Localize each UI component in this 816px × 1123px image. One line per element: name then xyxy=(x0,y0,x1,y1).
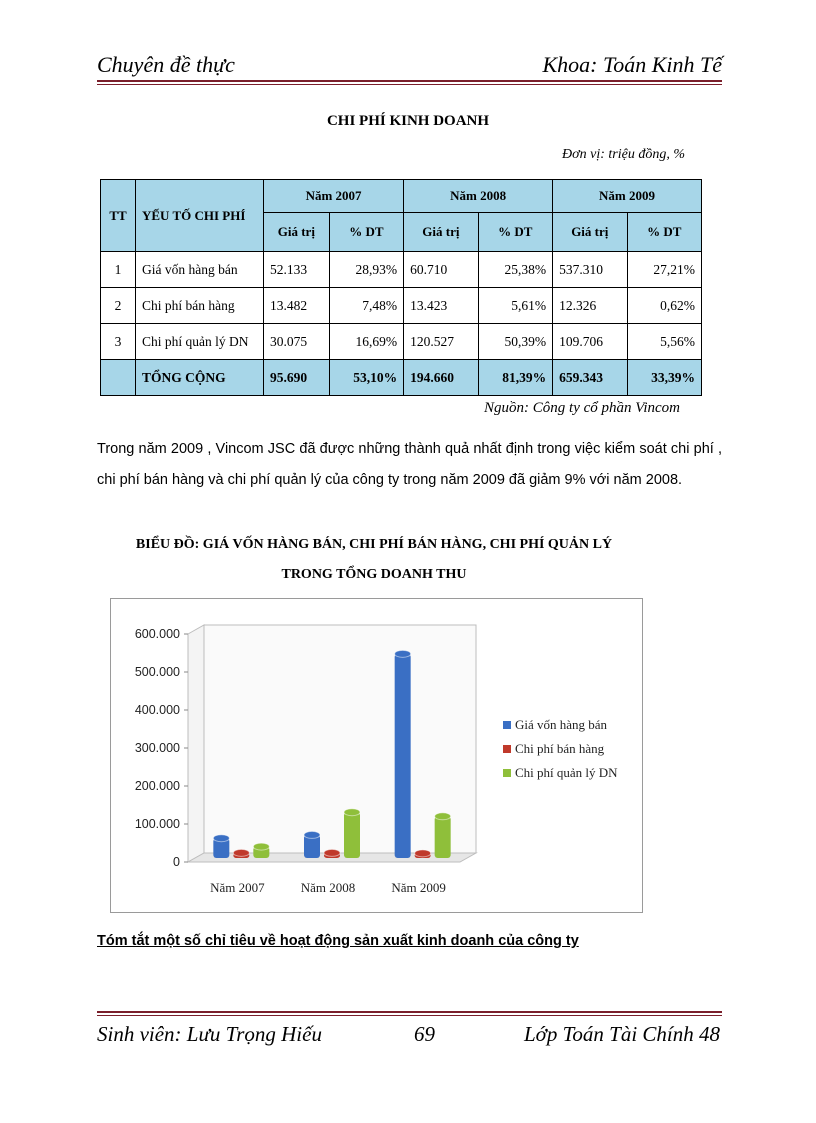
cost-chart xyxy=(110,598,643,913)
summary-heading: Tóm tắt một số chỉ tiêu về hoạt động sản xuất kinh doanh của công ty xyxy=(97,933,579,949)
page-header xyxy=(97,52,722,80)
sub-value-header: Giá trị xyxy=(404,213,478,252)
legend-label: Chi phí quản lý DN xyxy=(515,765,618,780)
body-paragraph: Trong năm 2009 , Vincom JSC đã được những thành quả nhất định trong việc kiểm soát chi phí , chi phí bán hàng và chi phí quản lý của công ty trong năm 2009 đã giảm 9% với năm 2008. xyxy=(97,441,722,488)
footer-student: Sinh viên: Lưu Trọng Hiếu xyxy=(97,1022,322,1046)
cell-value: 12.326 xyxy=(553,288,627,324)
cell-value: 537.310 xyxy=(553,252,627,288)
legend-swatch xyxy=(503,769,511,777)
table-row xyxy=(101,288,702,324)
cell-value: 109.706 xyxy=(553,324,627,360)
chart-bar xyxy=(344,812,360,858)
cell-value: 120.527 xyxy=(404,324,478,360)
cell-pct: 0,62% xyxy=(627,288,701,324)
cell-value: 13.423 xyxy=(404,288,478,324)
chart-bar-cap xyxy=(435,813,451,820)
sub-pct-header: % DT xyxy=(627,213,701,252)
x-category-label: Năm 2007 xyxy=(210,880,265,895)
cell-value: 13.482 xyxy=(264,288,330,324)
row-name: Chi phí bán hàng xyxy=(136,288,264,324)
chart-heading-line2: TRONG TỔNG DOANH THU xyxy=(281,567,467,582)
chart-bar-cap xyxy=(344,809,360,816)
cell-pct: 27,21% xyxy=(627,252,701,288)
year-header: Năm 2009 xyxy=(553,180,702,213)
cell-pct: 50,39% xyxy=(478,324,552,360)
y-tick-label: 100.000 xyxy=(134,817,180,831)
sub-value-header: Giá trị xyxy=(553,213,627,252)
sub-pct-header: % DT xyxy=(329,213,403,252)
header-right-text: Khoa: Toán Kinh Tế xyxy=(542,52,722,77)
chart-bar xyxy=(435,816,451,858)
cell-value: 30.075 xyxy=(264,324,330,360)
cell-pct: 28,93% xyxy=(329,252,403,288)
total-name: TỔNG CỘNG xyxy=(136,360,264,396)
total-value: 95.690 xyxy=(264,360,330,396)
cost-table xyxy=(100,179,702,396)
y-tick-label: 300.000 xyxy=(134,741,180,755)
row-tt: 1 xyxy=(101,252,136,288)
x-category-label: Năm 2009 xyxy=(391,880,446,895)
table-title: CHI PHÍ KINH DOANH xyxy=(326,113,490,129)
row-tt: 3 xyxy=(101,324,136,360)
total-pct: 53,10% xyxy=(329,360,403,396)
table-row xyxy=(101,252,702,288)
year-header: Năm 2007 xyxy=(264,180,404,213)
chart-bar-cap xyxy=(415,850,431,857)
col-tt-header: TT xyxy=(101,180,136,252)
chart-bar-cap xyxy=(253,843,269,850)
legend-swatch xyxy=(503,745,511,753)
cell-pct: 16,69% xyxy=(329,324,403,360)
chart-bar-cap xyxy=(324,849,340,856)
table-source: Nguồn: Công ty cổ phần Vincom xyxy=(484,400,680,416)
cell-pct: 7,48% xyxy=(329,288,403,324)
cell-value: 60.710 xyxy=(404,252,478,288)
y-tick-label: 600.000 xyxy=(134,627,180,641)
y-tick-label: 0 xyxy=(173,855,180,869)
legend-swatch xyxy=(503,721,511,729)
row-name: Giá vốn hàng bán xyxy=(136,252,264,288)
row-tt: 2 xyxy=(101,288,136,324)
footer-class: Lớp Toán Tài Chính 48 xyxy=(524,1022,720,1046)
total-value: 659.343 xyxy=(553,360,627,396)
chart-heading-line1: BIỂU ĐỒ: GIÁ VỐN HÀNG BÁN, CHI PHÍ BÁN HÀNG, CHI PHÍ QUẢN LÝ xyxy=(135,537,613,552)
legend-label: Chi phí bán hàng xyxy=(515,741,605,756)
col-factor-header: YẾU TỐ CHI PHÍ xyxy=(136,180,264,252)
table-total-row xyxy=(101,360,702,396)
sub-pct-header: % DT xyxy=(478,213,552,252)
header-rule-thin xyxy=(97,84,722,85)
chart-bar xyxy=(395,654,411,858)
cell-pct: 5,61% xyxy=(478,288,552,324)
row-name: Chi phí quản lý DN xyxy=(136,324,264,360)
total-value: 194.660 xyxy=(404,360,478,396)
page-number: 69 xyxy=(414,1022,435,1046)
cell-pct: 5,56% xyxy=(627,324,701,360)
table-unit: Đơn vị: triệu đồng, % xyxy=(562,147,685,162)
x-category-label: Năm 2008 xyxy=(300,880,356,895)
chart-bar-cap xyxy=(213,835,229,842)
chart-svg xyxy=(111,599,642,912)
header-left-text: Chuyên đề thực xyxy=(97,52,235,77)
sub-value-header: Giá trị xyxy=(264,213,330,252)
total-pct: 33,39% xyxy=(627,360,701,396)
year-header: Năm 2008 xyxy=(404,180,553,213)
y-tick-label: 400.000 xyxy=(134,703,180,717)
chart-bar-cap xyxy=(304,831,320,838)
cell-pct: 25,38% xyxy=(478,252,552,288)
cell-value: 52.133 xyxy=(264,252,330,288)
total-pct: 81,39% xyxy=(478,360,552,396)
chart-bar-cap xyxy=(395,650,411,657)
total-tt xyxy=(101,360,136,396)
chart-side-wall xyxy=(188,625,204,862)
footer-rule-thin xyxy=(97,1015,722,1016)
footer-rule xyxy=(97,1011,722,1013)
y-tick-label: 500.000 xyxy=(134,665,180,679)
header-rule xyxy=(97,80,722,82)
chart-bar-cap xyxy=(233,849,249,856)
legend-label: Giá vốn hàng bán xyxy=(515,717,608,732)
table-row xyxy=(101,324,702,360)
y-tick-label: 200.000 xyxy=(134,779,180,793)
